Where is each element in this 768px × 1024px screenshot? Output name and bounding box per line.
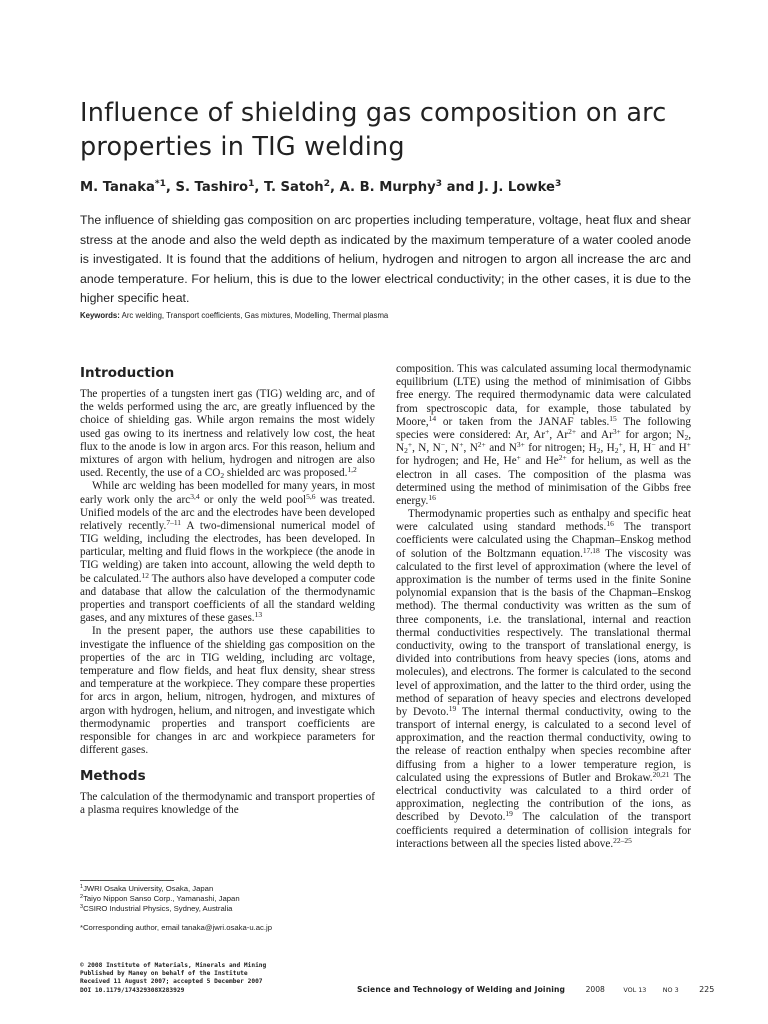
reference-mark: 13 [254, 610, 263, 620]
author-affiliation-mark: 3 [435, 179, 442, 189]
publication-info-line: DOI 10.1179/174329308X283929 [80, 986, 185, 994]
author-name: J. J. Lowke [478, 180, 555, 195]
reference-mark: 22–25 [613, 835, 632, 845]
left-column [80, 364, 375, 818]
journal-issue: NO 3 [662, 986, 679, 994]
reference-mark: 7–11 [166, 517, 182, 527]
affiliation-mark: 1 [80, 884, 84, 890]
section-heading-introduction: Introduction [80, 365, 175, 381]
introduction-body [80, 388, 375, 757]
reference-mark: 14 [428, 413, 437, 423]
author-name: S. Tashiro [175, 180, 249, 195]
affiliation-text: JWRI Osaka University, Osaka, Japan [83, 884, 214, 893]
methods-continued-body [396, 363, 691, 851]
body-paragraph: composition. This was calculated assuming local thermodynamic equilibrium (LTE) using the method of minimisation of Gibbs free energy. The required thermodynamic data were calculated from spectroscopic data, for example, those tabulated by Moore,$^{14}$ or taken from the JANAF tables.$^{15}$ The following species were considered: Ar, Ar+, $Ar^{2+}$ and $Ar^{3+}$ for argon; $N_2$, $N_2^+$, N, N−, N+, $N^{2+}$ and $N^{3+}$ for nitrogen; $H_2$, $H_2^+$, H, H− and H+ for hydrogen; and He, He+ and $He^{2+}$ for helium, as well as the electron in all cases. The composition of the plasma was determined using the method of minimisation of the Gibbs free energy.$^{16}$ [396, 363, 692, 507]
journal-year: 2008 [585, 985, 605, 994]
subscript: 2 [614, 446, 619, 456]
reference-mark: 17,18 [582, 545, 600, 555]
page-number: 225 [699, 985, 715, 994]
subscript: 2 [220, 471, 225, 481]
footnote-divider [80, 880, 174, 881]
reference-mark: 3+ [612, 426, 621, 436]
affiliation-line [80, 904, 380, 914]
author-list: M. Tanaka$^{*1}$, S. Tashiro$^1$, T. Satoh$^2$, A. B. Murphy$^3$ and J. J. Lowke$^3$ [80, 179, 562, 195]
reference-mark: 12 [141, 570, 149, 580]
reference-mark: 19 [448, 703, 457, 713]
reference-mark: 16 [428, 492, 436, 502]
keywords [80, 310, 691, 321]
reference-mark: 19 [505, 809, 513, 819]
author-affiliation-mark: *1 [154, 179, 166, 189]
affiliation-line [80, 884, 380, 894]
running-footer [357, 985, 727, 995]
subscript: 2 [684, 432, 689, 442]
reference-mark: + [618, 440, 623, 450]
subscript: 2 [404, 446, 408, 456]
paper-title: Influence of shielding gas composition on arc properties in TIG welding [80, 98, 667, 162]
affiliations [80, 884, 380, 915]
body-paragraph: The calculation of the thermodynamic and transport properties of a plasma requires knowledge of the [80, 791, 375, 817]
journal-volume: VOL 13 [623, 986, 647, 994]
affiliation-text: Taiyo Nippon Sanso Corp., Yamanashi, Japan [83, 894, 240, 904]
reference-mark: − [651, 440, 656, 450]
abstract: The influence of shielding gas composition on arc properties including temperature, voltage, heat flux and shear stress at the anode and also the weld depth as indicated by the maximum temperature of a water cooled anode is investigated. It is found that the additions of helium, hydrogen and nitrogen to argon all increase the arc and anode temperature. For helium, this is due to the lower electrical conductivity; in the other cases, it is due to the higher specific heat. [80, 213, 691, 305]
reference-mark: + [459, 440, 464, 450]
reference-mark: + [686, 440, 691, 450]
subscript: 2 [596, 446, 601, 456]
reference-mark: 1,2 [347, 465, 357, 475]
corresponding-author-note: *Corresponding author, email tanaka@jwri.osaka-u.ac.jp [80, 923, 272, 932]
reference-mark: 5,6 [306, 491, 316, 501]
affiliation-mark: 3 [80, 904, 84, 911]
reference-mark: + [407, 440, 413, 450]
reference-mark: 20,21 [652, 769, 670, 779]
right-column [396, 363, 691, 851]
author-affiliation-mark: 2 [323, 179, 330, 189]
affiliation-text: CSIRO Industrial Physics, Sydney, Australia [83, 904, 233, 914]
reference-mark: 3,4 [190, 491, 200, 501]
author-affiliation-mark: 3 [554, 179, 562, 189]
publication-info-line: © 2008 Institute of Materials, Minerals and Mining [80, 962, 267, 969]
reference-mark: − [440, 440, 445, 450]
body-paragraph: While arc welding has been modelled for many years, in most early work only the arc$^{3,4}$ or only the weld pool$^{5,6}$ was treated. Unified models of the arc and the electrodes have been developed relatively recently.$^{7-11}$ A two-dimensional numerical model of TIG welding, including the electrodes, has been developed. In particular, melting and fluid flows in the workpiece (the anode in TIG welding) are taken into account, allowing the weld depth to be calculated.$^{12}$ The authors also have developed a computer code and database that allow the calculation of the thermodynamic properties and transport coefficients of all the standard welding gases, and any mixtures of these gases.$^{13}$ [80, 480, 375, 625]
keywords-label: Keywords: [80, 311, 120, 320]
reference-mark: 16 [606, 519, 614, 529]
reference-mark: + [516, 453, 521, 463]
body-paragraph: Thermodynamic properties such as enthalpy and specific heat were calculated using standard methods.$^{16}$ The transport coefficients were calculated using the Chapman–Enskog method of solution of the Boltzmann equation.$^{17,18}$ The viscosity was calculated to the first level of approximation (where the level of approximation is the number of terms used in the finite Sonine polynomial expansion that is the basis of the Chapman–Enskog method). The thermal conductivity was written as the sum of three components, i.e. the translational, internal and reaction thermal conductivities respectively. The translational thermal conductivity, owing to the transport of translational energy, is divided into contributions from heavy species (ions, atoms and molecules), and electrons. The former is calculated to the second level of approximation, and the latter to the third order, using the method of separation of heavy species and electrons developed by Devoto.$^{19}$ The internal thermal conductivity, owing to the transport of internal energy, is calculated to a second level of approximation, and the reaction thermal conductivity, owing to the release of reaction enthalpy when species recombine after diffusing from a higher to a lower temperature region, is calculated using the expressions of Butler and Brokaw.$^{20,21}$ The electrical conductivity was calculated to a third order of approximation, neglecting the contribution of the ions, as described by Devoto.$^{19}$ The calculation of the transport coefficients required a determination of collision integrals for interactions between all the species listed above.$^{22-25}$ [396, 508, 691, 850]
reference-mark: 2+ [477, 440, 486, 450]
publication-info-line: Received 11 August 2007; accepted 5 December 2007 [80, 978, 263, 986]
reference-mark: 2+ [568, 426, 577, 436]
journal-name: Science and Technology of Welding and Joining [357, 985, 566, 994]
author-affiliation-mark: 1 [248, 179, 255, 189]
affiliation-line [80, 894, 380, 904]
body-paragraph: In the present paper, the authors use these capabilities to investigate the influence of the shielding gas composition on the properties of the arc in TIG welding, including arc voltage, temperature and flow fields, and heat flux density, shear stress and temperature at the workpiece. They compare these properties for arcs in argon, helium, nitrogen, hydrogen, and mixtures of argon with hydrogen, helium, and nitrogen, and investigate which thermodynamic properties and transport coefficients are responsible for changes in arc and workpiece parameters for different gases. [80, 625, 375, 757]
methods-body [80, 791, 375, 817]
body-paragraph: The properties of a tungsten inert gas (TIG) welding arc, and of the welds performed using the arc, are greatly influenced by the choice of shielding gas. While argon remains the most widely used gas owing to its inertness and relatively low cost, the heat flux to the anode is low in argon arcs. For this reason, helium and mixtures of argon with helium, hydrogen and nitrogen are also used. Recently, the use of a $CO_2$ shielded arc was proposed.$^{1,2}$ [80, 388, 375, 481]
reference-mark: 2+ [558, 453, 567, 463]
publication-info-line: Published by Maney on behalf of the Institute [80, 970, 248, 978]
reference-mark: 3+ [516, 440, 525, 450]
author-name: A. B. Murphy [339, 180, 436, 195]
reference-mark: + [545, 426, 550, 436]
affiliation-mark: 2 [80, 894, 84, 901]
reference-mark: 15 [609, 413, 617, 423]
author-name: M. Tanaka [80, 180, 155, 195]
section-heading-methods: Methods [80, 768, 146, 785]
publication-info [80, 962, 340, 995]
keywords-text: Arc welding, Transport coefficients, Gas mixtures, Modelling, Thermal plasma [121, 311, 389, 320]
author-name: T. Satoh [263, 180, 324, 195]
